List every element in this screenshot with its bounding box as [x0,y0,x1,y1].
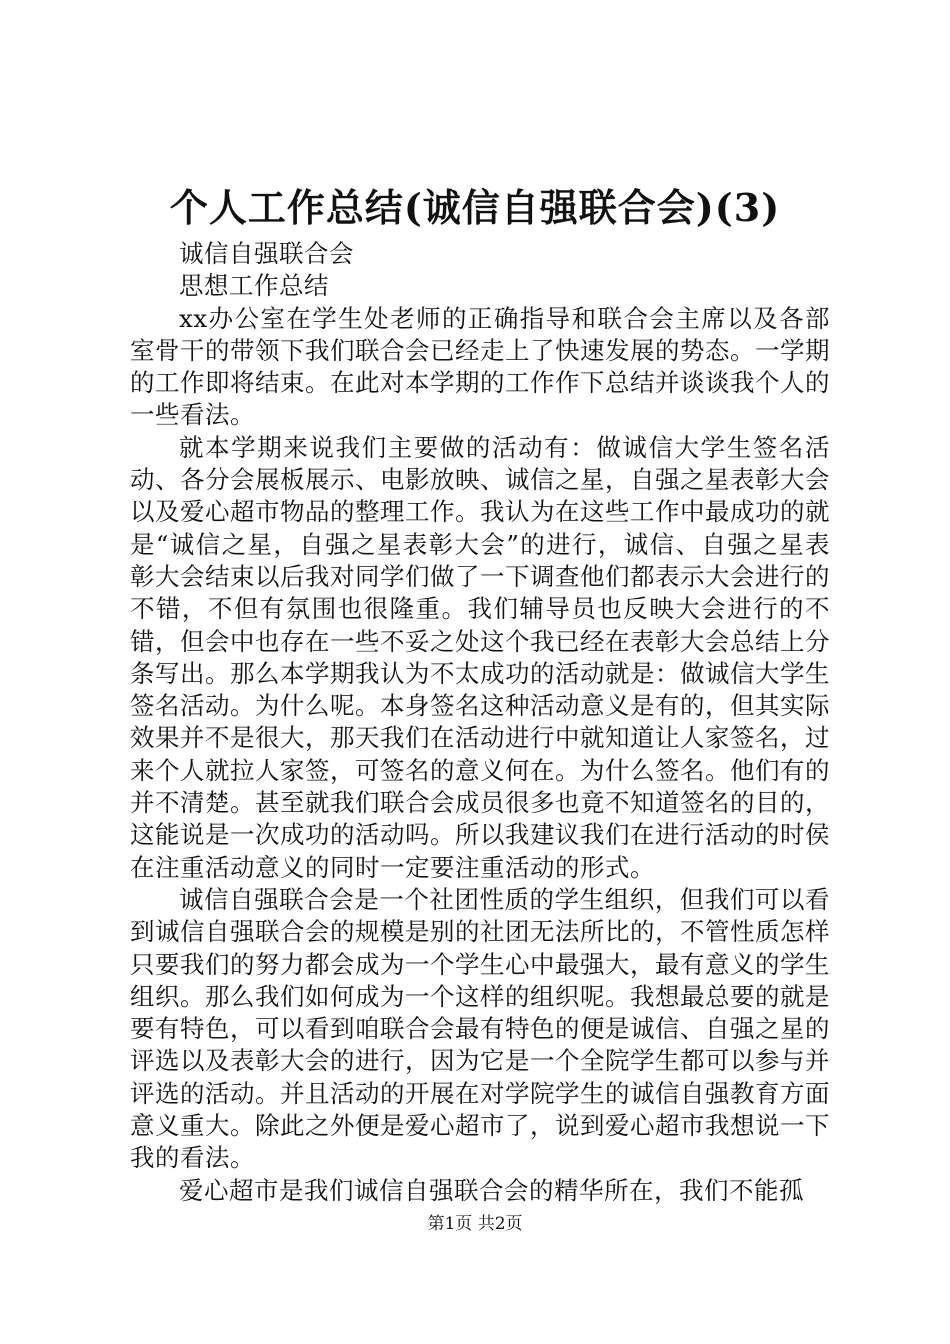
document-body [130,238,830,1207]
paragraph: 就本学期来说我们主要做的活动有：做诚信大学生签名活动、各分会展板展示、电影放映、诚信之星，自强之星表彰大会以及爱心超市物品的整理工作。我认为在这些工作中最成功的就是“诚信之星，自强之星表彰大会”的进行，诚信、自强之星表彰大会结束以后我对同学们做了一下调查他们都表示大会进行的不错，不但有氛围也很隆重。我们辅导员也反映大会进行的不错，但会中也存在一些不妥之处这个我已经在表彰大会总结上分条写出。那么本学期我认为不太成功的活动就是：做诚信大学生签名活动。为什么呢。本身签名这种活动意义是有的，但其实际效果并不是很大，那天我们在活动进行中就知道让人家签名，过来个人就拉人家签，可签名的意义何在。为什么签名。他们有的并不清楚。甚至就我们联合会成员很多也竟不知道签名的目的，这能说是一次成功的活动吗。所以我建议我们在进行活动的时侯在注重活动意义的同时一定要注重活动的形式。 [130,432,830,882]
page-footer: 第1页 共2页 [427,1214,523,1234]
paragraph: xx办公室在学生处老师的正确指导和联合会主席以及各部室骨干的带领下我们联合会已经走上了快速发展的势态。一学期的工作即将结束。在此对本学期的工作作下总结并谈谈我个人的一些看法。 [130,303,830,430]
paragraph: 爱心超市是我们诚信自强联合会的精华所在，我们不能孤 [179,1175,804,1205]
paragraph: 诚信自强联合会是一个社团性质的学生组织，但我们可以看到诚信自强联合会的规模是别的社团无法所比的，不管性质怎样只要我们的努力都会成为一个学生心中最强大，最有意义的学生组织。那么我们如何成为一个这样的组织呢。我想最总要的就是要有特色，可以看到咱联合会最有特色的便是诚信、自强之星的评选以及表彰大会的进行，因为它是一个全院学生都可以参与并评选的活动。并且活动的开展在对学院学生的诚信自强教育方面意义重大。除此之外便是爱心超市了，说到爱心超市我想说一下我的看法。 [130,884,830,1173]
org-line: 诚信自强联合会 [179,239,354,268]
subtitle-line: 思想工作总结 [179,271,329,301]
document-title: 个人工作总结(诚信自强联合会)(3) [169,185,781,230]
